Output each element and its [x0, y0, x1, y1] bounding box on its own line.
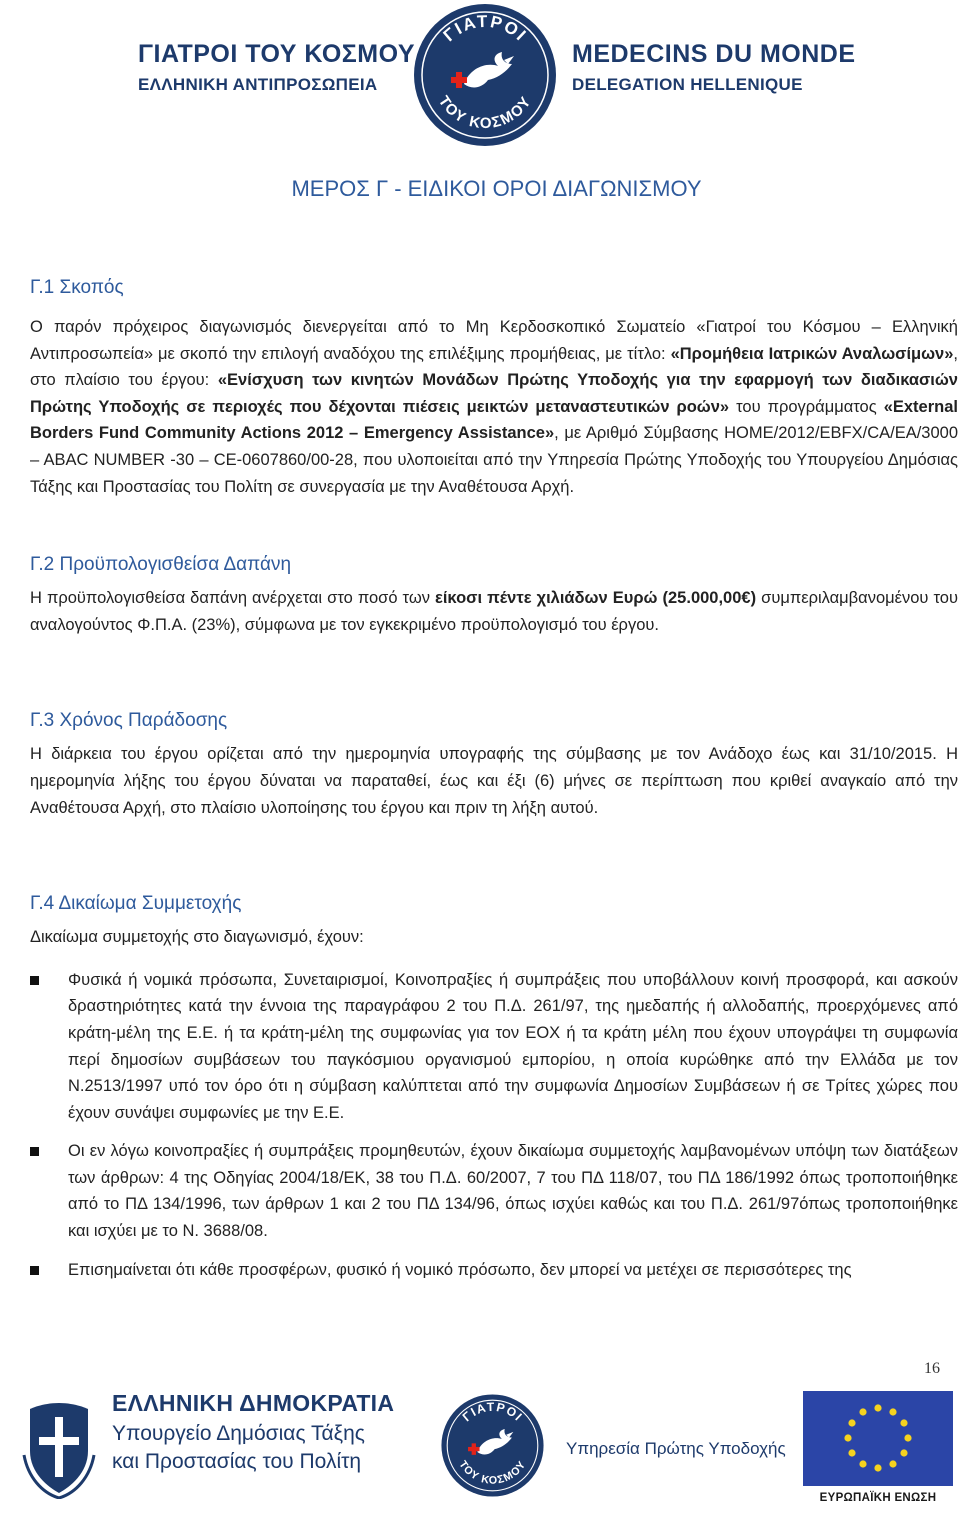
page-number: 16 [924, 1360, 940, 1377]
footer-logo-top-text: ΓΙΑΤΡΟΙ [459, 1399, 526, 1425]
eu-stars-icon [803, 1391, 953, 1486]
section-title-purpose: Γ.1 Σκοπός [30, 277, 124, 298]
header-org-subtitle-french: DELEGATION HELLENIQUE [572, 75, 803, 94]
purpose-supply-title: «Προμήθεια Ιατρικών Αναλωσίμων» [670, 344, 954, 363]
square-bullet-icon [30, 1266, 39, 1275]
header-org-greek [138, 40, 428, 95]
budget-text-2: συμπεριλαμβανομένου του αναλογούντος Φ.Π.Α. (23%), σύμφωνα με τον εγκεκριμένο προϋπολογισμό του έργου. [30, 589, 958, 634]
budget-text-1: Η προϋπολογισθείσα δαπάνη ανέρχεται στο ποσό των [30, 589, 436, 608]
list-item-text: Επισημαίνεται ότι κάθε προσφέρων, φυσικό ή νομικό πρόσωπο, δεν μπορεί να μετέχει σε περισσότερες της [68, 1260, 852, 1279]
eu-block [803, 1391, 953, 1504]
logo-top-text: ΓΙΑΤΡΟΙ [439, 11, 531, 46]
list-item [30, 1257, 958, 1284]
square-bullet-icon [30, 1147, 39, 1156]
document-header [0, 0, 960, 150]
greek-coat-of-arms-icon [22, 1395, 96, 1499]
ministry-block [112, 1390, 412, 1476]
square-bullet-icon [30, 976, 39, 985]
header-org-name-greek: ΓΙΑΤΡΟΙ ΤΟΥ ΚΟΣΜΟΥ [138, 40, 416, 68]
section-budget-paragraph [30, 585, 958, 638]
purpose-project-title: «Ενίσχυση των κινητών Μονάδων Πρώτης Υποδοχής για την εφαρμογή των διαδικασιών Πρώτης Υποδοχής σε περιοχές που δέχονται πιέσεις μεικτών μεταναστευτικών ροών» [30, 371, 958, 416]
header-org-subtitle-greek: ΕΛΛΗΝΙΚΗ ΑΝΤΙΠΡΟΣΩΠΕΙΑ [138, 75, 378, 94]
first-reception-service-label: Υπηρεσία Πρώτης Υποδοχής [566, 1439, 786, 1458]
list-item [30, 1138, 958, 1244]
document-body [30, 176, 958, 1295]
list-item-text: Φυσικά ή νομικά πρόσωπα, Συνεταιρισμοί, Κοινοπραξίες ή συμπράξεις που υποβάλλουν κοινή προσφορά, και ασκούν δραστηριότητες κατά την έννοια της παραγράφου 2 του Π.Δ. 261/97, της ημεδαπής ή αλλοδαπής, προερχόμενες από κράτη-μέλη της Ε.Ε. ή τα κράτη-μέλη της συμφωνίας για τον ΕΟΧ ή τα κράτη μέλη που έχουν υπογράψει τη συμφωνία περί δημοσίων συμβάσεων του παγκόσμιου οργανισμού εμπορίου, η οποία κυρώθηκε από την Ελλάδα με τον Ν.2513/1997 υπό τον όρο ότι η σύμβαση καλύπτεται από την συμφωνία Δημοσίων Συμβάσεων ή σε Τρίτες χώρες που έχουν συνάψει συμφωνίες με την Ε.Ε. [68, 970, 958, 1122]
section-delivery-paragraph: Η διάρκεια του έργου ορίζεται από την ημερομηνία υπογραφής της σύμβασης με τον Ανάδοχο έως και 31/10/2015. Η ημερομηνία λήξης του έργου δύναται να παραταθεί, έως και έξι (6) μήνες σε περίπτωση που κριθεί αναγκαίο από την Αναθέτουσα Αρχή, στο πλαίσιο υλοποίησης του έργου και πριν τη λήξη αυτού. [30, 745, 958, 817]
section-title-budget [30, 554, 958, 576]
eligibility-list [30, 967, 958, 1284]
list-item [30, 967, 958, 1127]
eu-label: ΕΥΡΩΠΑΪΚΗ ΕΝΩΣΗ [819, 1492, 937, 1504]
page-title: ΜΕΡΟΣ Γ - ΕΙΔΙΚΟΙ ΟΡΟΙ ΔΙΑΓΩΝΙΣΜΟΥ [291, 176, 702, 201]
section-title-delivery: Γ.3 Χρόνος Παράδοσης [30, 710, 228, 732]
greek-republic-label: ΕΛΛΗΝΙΚΗ ΔΗΜΟΚΡΑΤΙΑ [112, 1390, 395, 1416]
footer-logo-bottom-text: ΤΟΥ ΚΟΣΜΟΥ [456, 1458, 529, 1487]
section-eligibility-intro: Δικαίωμα συμμετοχής στο διαγωνισμό, έχουν: [30, 928, 364, 947]
document-footer [0, 1385, 960, 1533]
logo-bottom-text: ΤΟΥ ΚΟΣΜΟΥ [434, 92, 536, 133]
header-org-name-french: MEDECINS DU MONDE [572, 40, 856, 68]
budget-title: Γ.2 Προϋπολογισθείσα Δαπάνη [30, 554, 292, 576]
doctors-of-the-world-logo [412, 2, 558, 148]
section-title-eligibility: Γ.4 Δικαίωμα Συμμετοχής [30, 893, 242, 915]
section-purpose-paragraph [30, 314, 958, 500]
list-item-text: Οι εν λόγω κοινοπραξίες ή συμπράξεις προμηθευτών, έχουν δικαίωμα συμμετοχής λαμβανομένων υπόψη των διατάξεων των άρθρων: 4 της Οδηγίας 2004/18/ΕΚ, 38 του Π.Δ. 60/2007, 7 του ΠΔ 118/07, του ΠΔ 186/1992 όπως τροποποιήθηκε από το ΠΔ 134/1996, των άρθρων 1 και 2 του ΠΔ 134/96, όπως ισχύει καθώς και του Π.Δ. 261/97όπως τροποποιήθηκε και ισχύει με το Ν. 3688/08. [68, 1142, 958, 1241]
purpose-text-4: , με Αριθμό Σύμβασης HOME/2012/EBFX/CA/EA/3000 – ABAC NUMBER -30 – CE-0607860/00-28, που υλοποιείται από την Υπηρεσία Πρώτης Υποδοχής του Υπουργείου Δημόσιας Τάξης και Προστασίας του Πολίτη σε συνεργασία με την Αναθέτουσα Αρχή. [30, 424, 958, 496]
doctors-of-the-world-footer-logo [440, 1393, 545, 1498]
purpose-programme-title: «External Borders Fund Community Actions 2012 – Emergency Assistance» [30, 397, 958, 443]
ministry-name-line2: και Προστασίας του Πολίτη [112, 1450, 362, 1473]
purpose-text-3: του προγράμματος [729, 397, 884, 416]
ministry-name-line1: Υπουργείο Δημόσιας Τάξης [112, 1422, 365, 1445]
purpose-text-1: Ο παρόν πρόχειρος διαγωνισμός διενεργείται από το Μη Κερδοσκοπικό Σωματείο «Γιατροί του Κόσμου – Ελληνική Αντιπροσωπεία» με σκοπό την επιλογή αναδόχου της επιλέξιμης προμήθειας, με τίτλο: [30, 318, 958, 363]
header-org-french [572, 40, 872, 95]
purpose-text-2: , στο πλαίσιο του έργου: [30, 344, 959, 390]
budget-amount: είκοσι πέντε χιλιάδων Ευρώ (25.000,00€) [435, 589, 757, 608]
eu-flag-icon [803, 1391, 953, 1486]
